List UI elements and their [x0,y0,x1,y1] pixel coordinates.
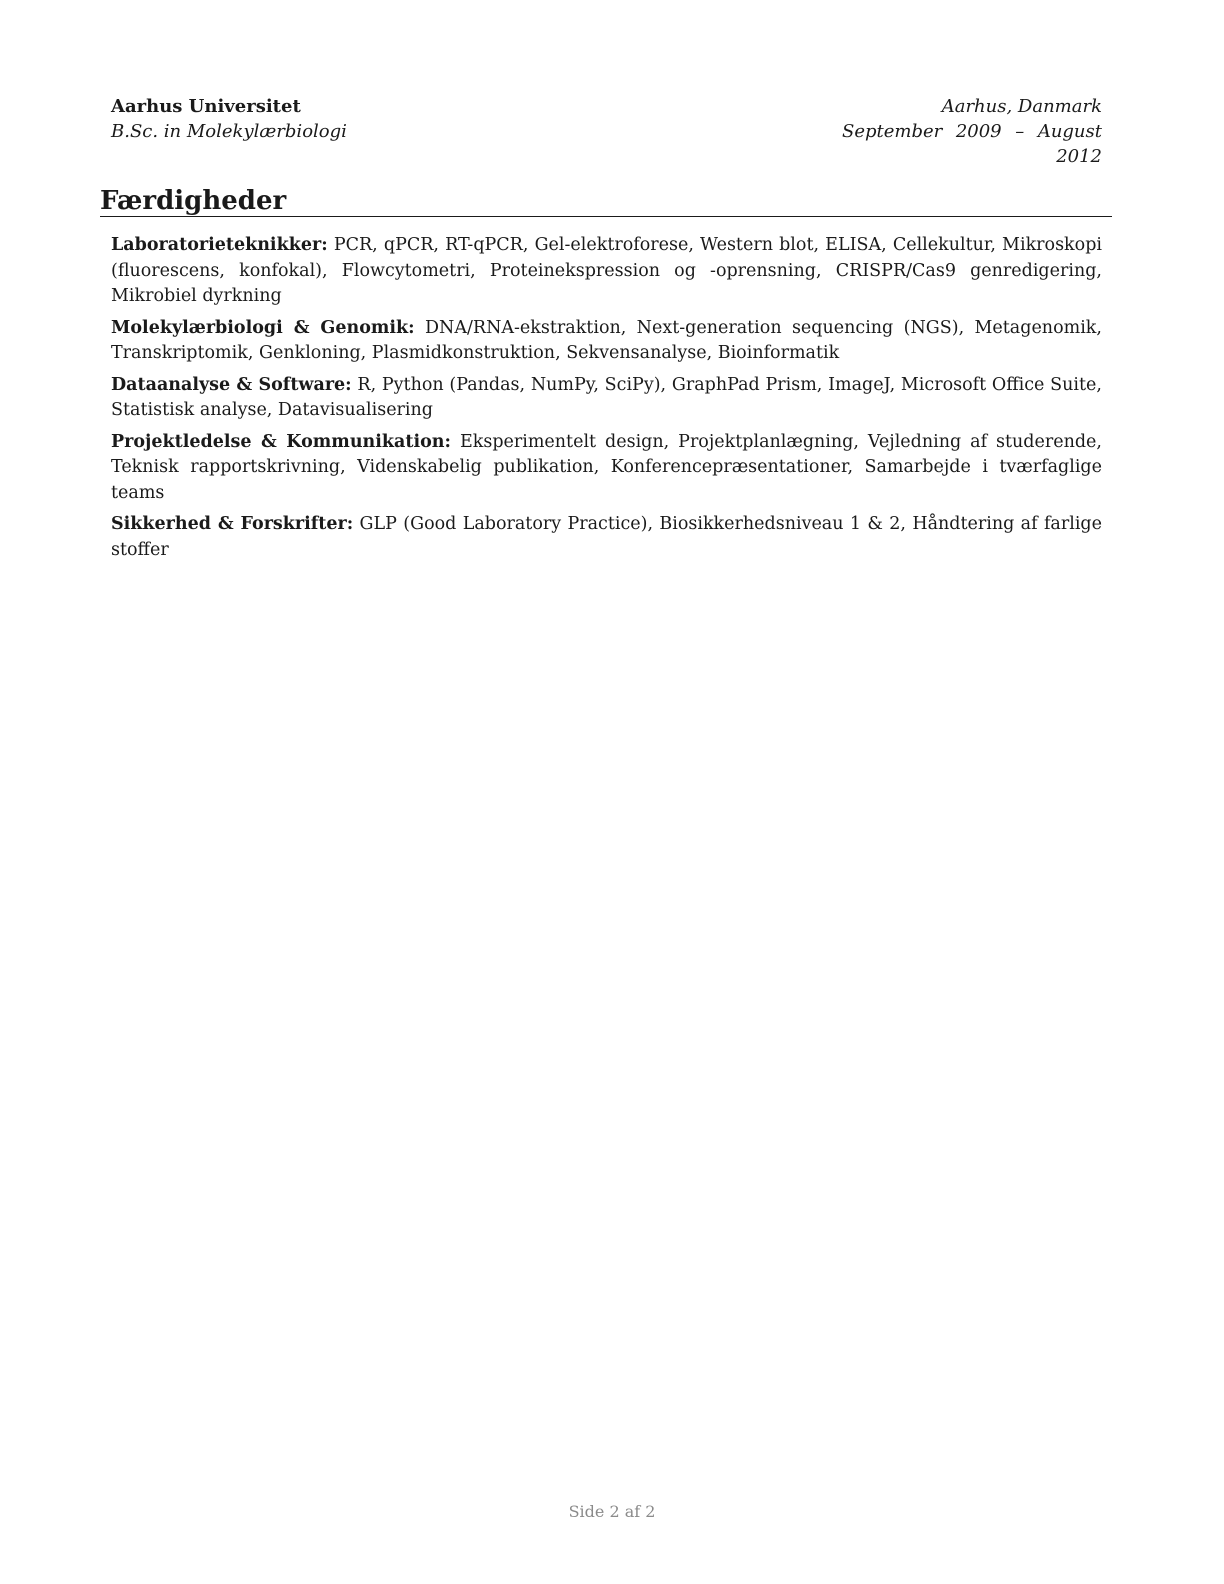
skill-text: Eksperimentelt design, Projektplanlægning, Vejledning af studerende, Teknisk rapportskrivning, Videnskabelig publikation, Konferencepræsentationer, Samarbejde i tværfaglige teams [111,431,1102,503]
skill-item [111,430,1102,507]
skill-item [111,316,1102,367]
skills-list [111,233,1102,569]
skill-text: GLP (Good Laboratory Practice), Biosikkerhedsniveau 1 & 2, Håndtering af farlige stoffer [111,514,1102,560]
page-number: Side 2 af 2 [568,1502,656,1521]
skill-item [111,373,1102,424]
skill-text: PCR, qPCR, RT-qPCR, Gel-elektroforese, Western blot, ELISA, Cellekultur, Mikroskopi (fluorescens, konfokal), Flowcytometri, Proteinekspression og -oprensning, CRISPR/Cas9 genredigering, Mikrobiel dyrkning [111,235,1102,306]
section-title-skills: Færdigheder [100,186,287,216]
skill-item [111,512,1102,563]
education-dates: September 2009 – August 2012 [842,121,1102,167]
skill-text: R, Python (Pandas, NumPy, SciPy), GraphPad Prism, ImageJ, Microsoft Office Suite, Statistisk analyse, Datavisualisering [111,374,1102,420]
skill-label: Molekylærbiologi & Genomik: [111,317,415,338]
section-divider [100,216,1112,217]
degree-name: B.Sc. in Molekylærbiologi [111,121,347,142]
skill-label: Sikkerhed & Forskrifter: [111,514,354,534]
skill-text: DNA/RNA-ekstraktion, Next-generation sequencing (NGS), Metagenomik, Transkriptomik, Genkloning, Plasmidkonstruktion, Sekvensanalyse, Bioinformatik [111,317,1102,363]
education-left [111,94,347,144]
school-name: Aarhus Universitet [111,96,301,117]
skill-item [111,233,1102,310]
education-right [842,94,1102,169]
skill-label: Dataanalyse & Software: [111,374,352,395]
skill-label: Laboratorieteknikker: [111,235,328,255]
skill-label: Projektledelse & Kommunikation: [111,431,451,452]
education-location: Aarhus, Danmark [941,96,1102,117]
